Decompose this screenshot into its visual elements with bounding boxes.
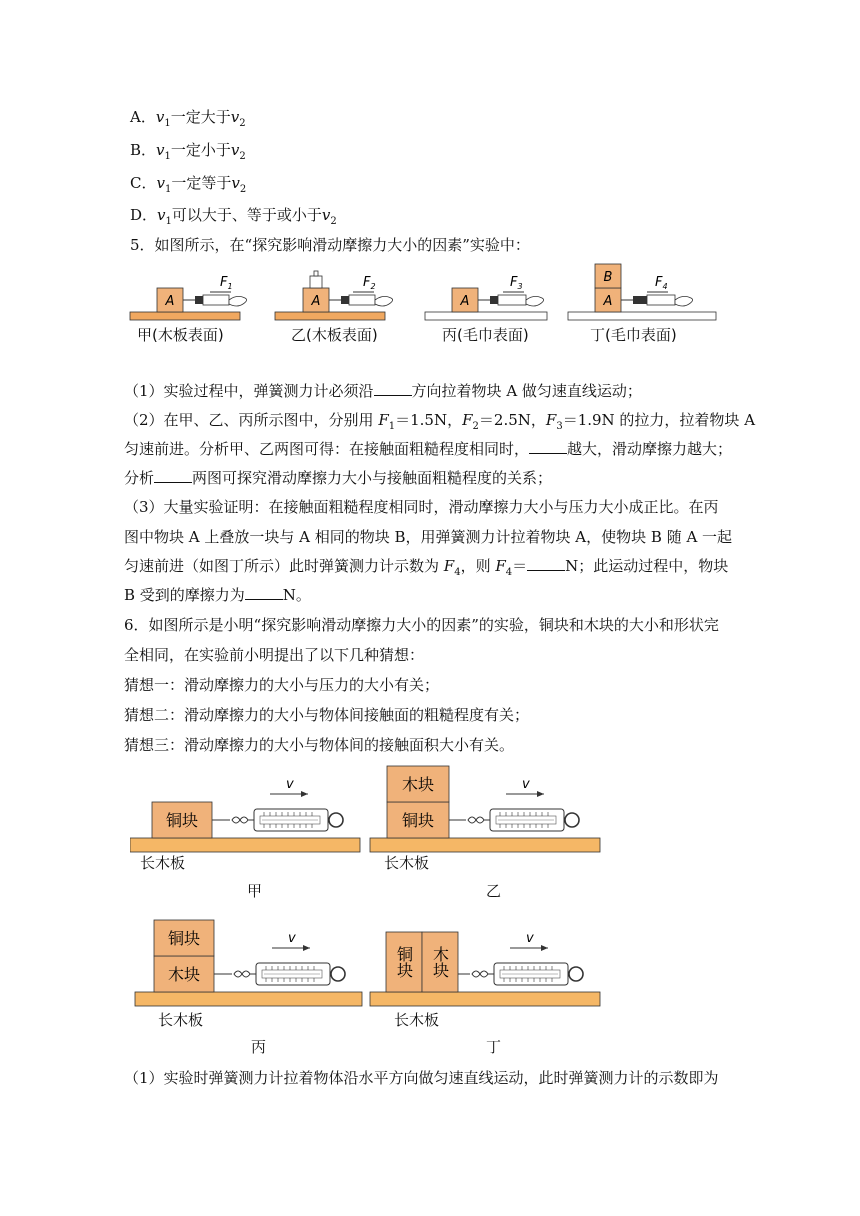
svg-text:A: A	[311, 294, 321, 309]
q6-stem-2: 全相同，在实验前小明提出了以下几种猜想：	[124, 646, 425, 664]
svg-text:铜块: 铜块	[167, 929, 201, 948]
q5-part3-line1: （3）大量实验证明：在接触面粗糙程度相同时，滑动摩擦力大小与压力大小成正比。在丙	[124, 498, 719, 516]
svg-text:v: v	[288, 931, 296, 946]
q6-caption-yi: 乙	[486, 882, 502, 900]
q5-part3-line3: 匀速前进（如图丁所示）此时弹簧测力计示数为 $F_4$，则 $F_4= N$；此运动过程中，物块	[124, 557, 729, 578]
q6-fig-bing	[135, 920, 362, 1006]
copper-block-label: 铜块	[401, 811, 435, 830]
q5-fig-bing	[425, 275, 547, 320]
q5-part2-line2: 匀速前进。分析甲、乙两图可得：在接触面粗糙程度相同时， 越大，滑动摩擦力越大；	[124, 440, 733, 458]
wood-block-label-vertical: 木块	[430, 946, 450, 978]
blank	[374, 381, 412, 396]
force-label-4: $F_4$	[655, 275, 668, 291]
svg-text:v: v	[522, 777, 530, 792]
q6-guess-1: 猜想一：滑动摩擦力的大小与压力的大小有关；	[124, 676, 440, 694]
q5-part3-line2: 图中物块 A 上叠放一块与 A 相同的物块 B，用弹簧测力计拉着物块 A，使物块 B 随 A 一起	[124, 528, 733, 546]
copper-block-label: 铜块	[165, 811, 199, 830]
copper-block-label-vertical: 铜块	[394, 946, 414, 978]
force-label-2: $F_2$	[363, 275, 376, 291]
svg-text:v: v	[526, 931, 534, 946]
svg-text:木块: 木块	[167, 965, 201, 984]
option-a: A．$v_1$一定大于$v_2$	[130, 108, 246, 129]
q5-part2-line1: （2）在甲、乙、丙所示图中，分别用 $F_1=1.5N$，$F_2=2.5N$，$F_3=1.9N$ 的拉力，拉着物块 A	[124, 411, 756, 432]
q6-fig-ding	[370, 931, 600, 1006]
force-label-3: $F_3$	[510, 275, 523, 291]
blank	[529, 439, 567, 454]
q6-part1: （1）实验时弹簧测力计拉着物体沿水平方向做匀速直线运动，此时弹簧测力计的示数即为	[124, 1069, 719, 1087]
block-b-label: B	[603, 270, 613, 285]
q5-stem: 5．如图所示，在“探究影响滑动摩擦力大小的因素”实验中：	[130, 236, 530, 254]
block-a-label: A	[165, 294, 175, 309]
q5-part1: （1）实验过程中，弹簧测力计必须沿 方向拉着物块 A 做匀速直线运动；	[124, 382, 642, 400]
q6-stem-1: 6．如图所示是小明“探究影响滑动摩擦力大小的因素”的实验，铜块和木块的大小和形状完	[124, 616, 719, 634]
board-label: 长木板	[158, 1011, 204, 1029]
blank	[154, 468, 192, 483]
q6-fig-jia	[130, 777, 360, 852]
q5-part3-line4: B 受到的摩擦力为 N。	[124, 586, 311, 604]
q6-guess-3: 猜想三：滑动摩擦力的大小与物体间的接触面积大小有关。	[124, 736, 515, 754]
q6-guess-2: 猜想二：滑动摩擦力的大小与物体间接触面的粗糙程度有关；	[124, 706, 530, 724]
board-label: 长木板	[140, 854, 186, 872]
q6-caption-jia: 甲	[247, 882, 263, 900]
q5-fig-ding	[568, 264, 716, 320]
svg-text:A: A	[460, 294, 470, 309]
q5-part2-line3: 分析 两图可探究滑动摩擦力大小与接触面粗糙程度的关系；	[124, 469, 553, 487]
option-d: D．$v_1$可以大于、等于或小于$v_2$	[130, 206, 337, 227]
blank	[527, 556, 565, 571]
force-label-1: $F_1$	[220, 275, 233, 291]
q5-caption-bing: 丙(毛巾表面)	[442, 326, 529, 344]
svg-text:A: A	[603, 294, 613, 309]
blank	[245, 585, 283, 600]
option-c: C．$v_1$一定等于$v_2$	[130, 174, 247, 195]
q6-fig-yi	[370, 766, 600, 852]
q5-fig-yi	[275, 271, 393, 320]
q6-caption-ding: 丁	[486, 1038, 502, 1056]
q6-caption-bing: 丙	[251, 1038, 267, 1056]
option-b: B．$v_1$一定小于$v_2$	[130, 141, 246, 162]
velocity-label: v	[286, 777, 294, 792]
q5-caption-yi: 乙(木板表面)	[291, 326, 378, 344]
q5-caption-ding: 丁(毛巾表面)	[590, 326, 677, 344]
board-label: 长木板	[384, 854, 430, 872]
q5-fig-jia	[130, 275, 247, 320]
board-label: 长木板	[394, 1011, 440, 1029]
wood-block-label: 木块	[401, 775, 435, 794]
q5-caption-jia: 甲(木板表面)	[137, 326, 224, 344]
